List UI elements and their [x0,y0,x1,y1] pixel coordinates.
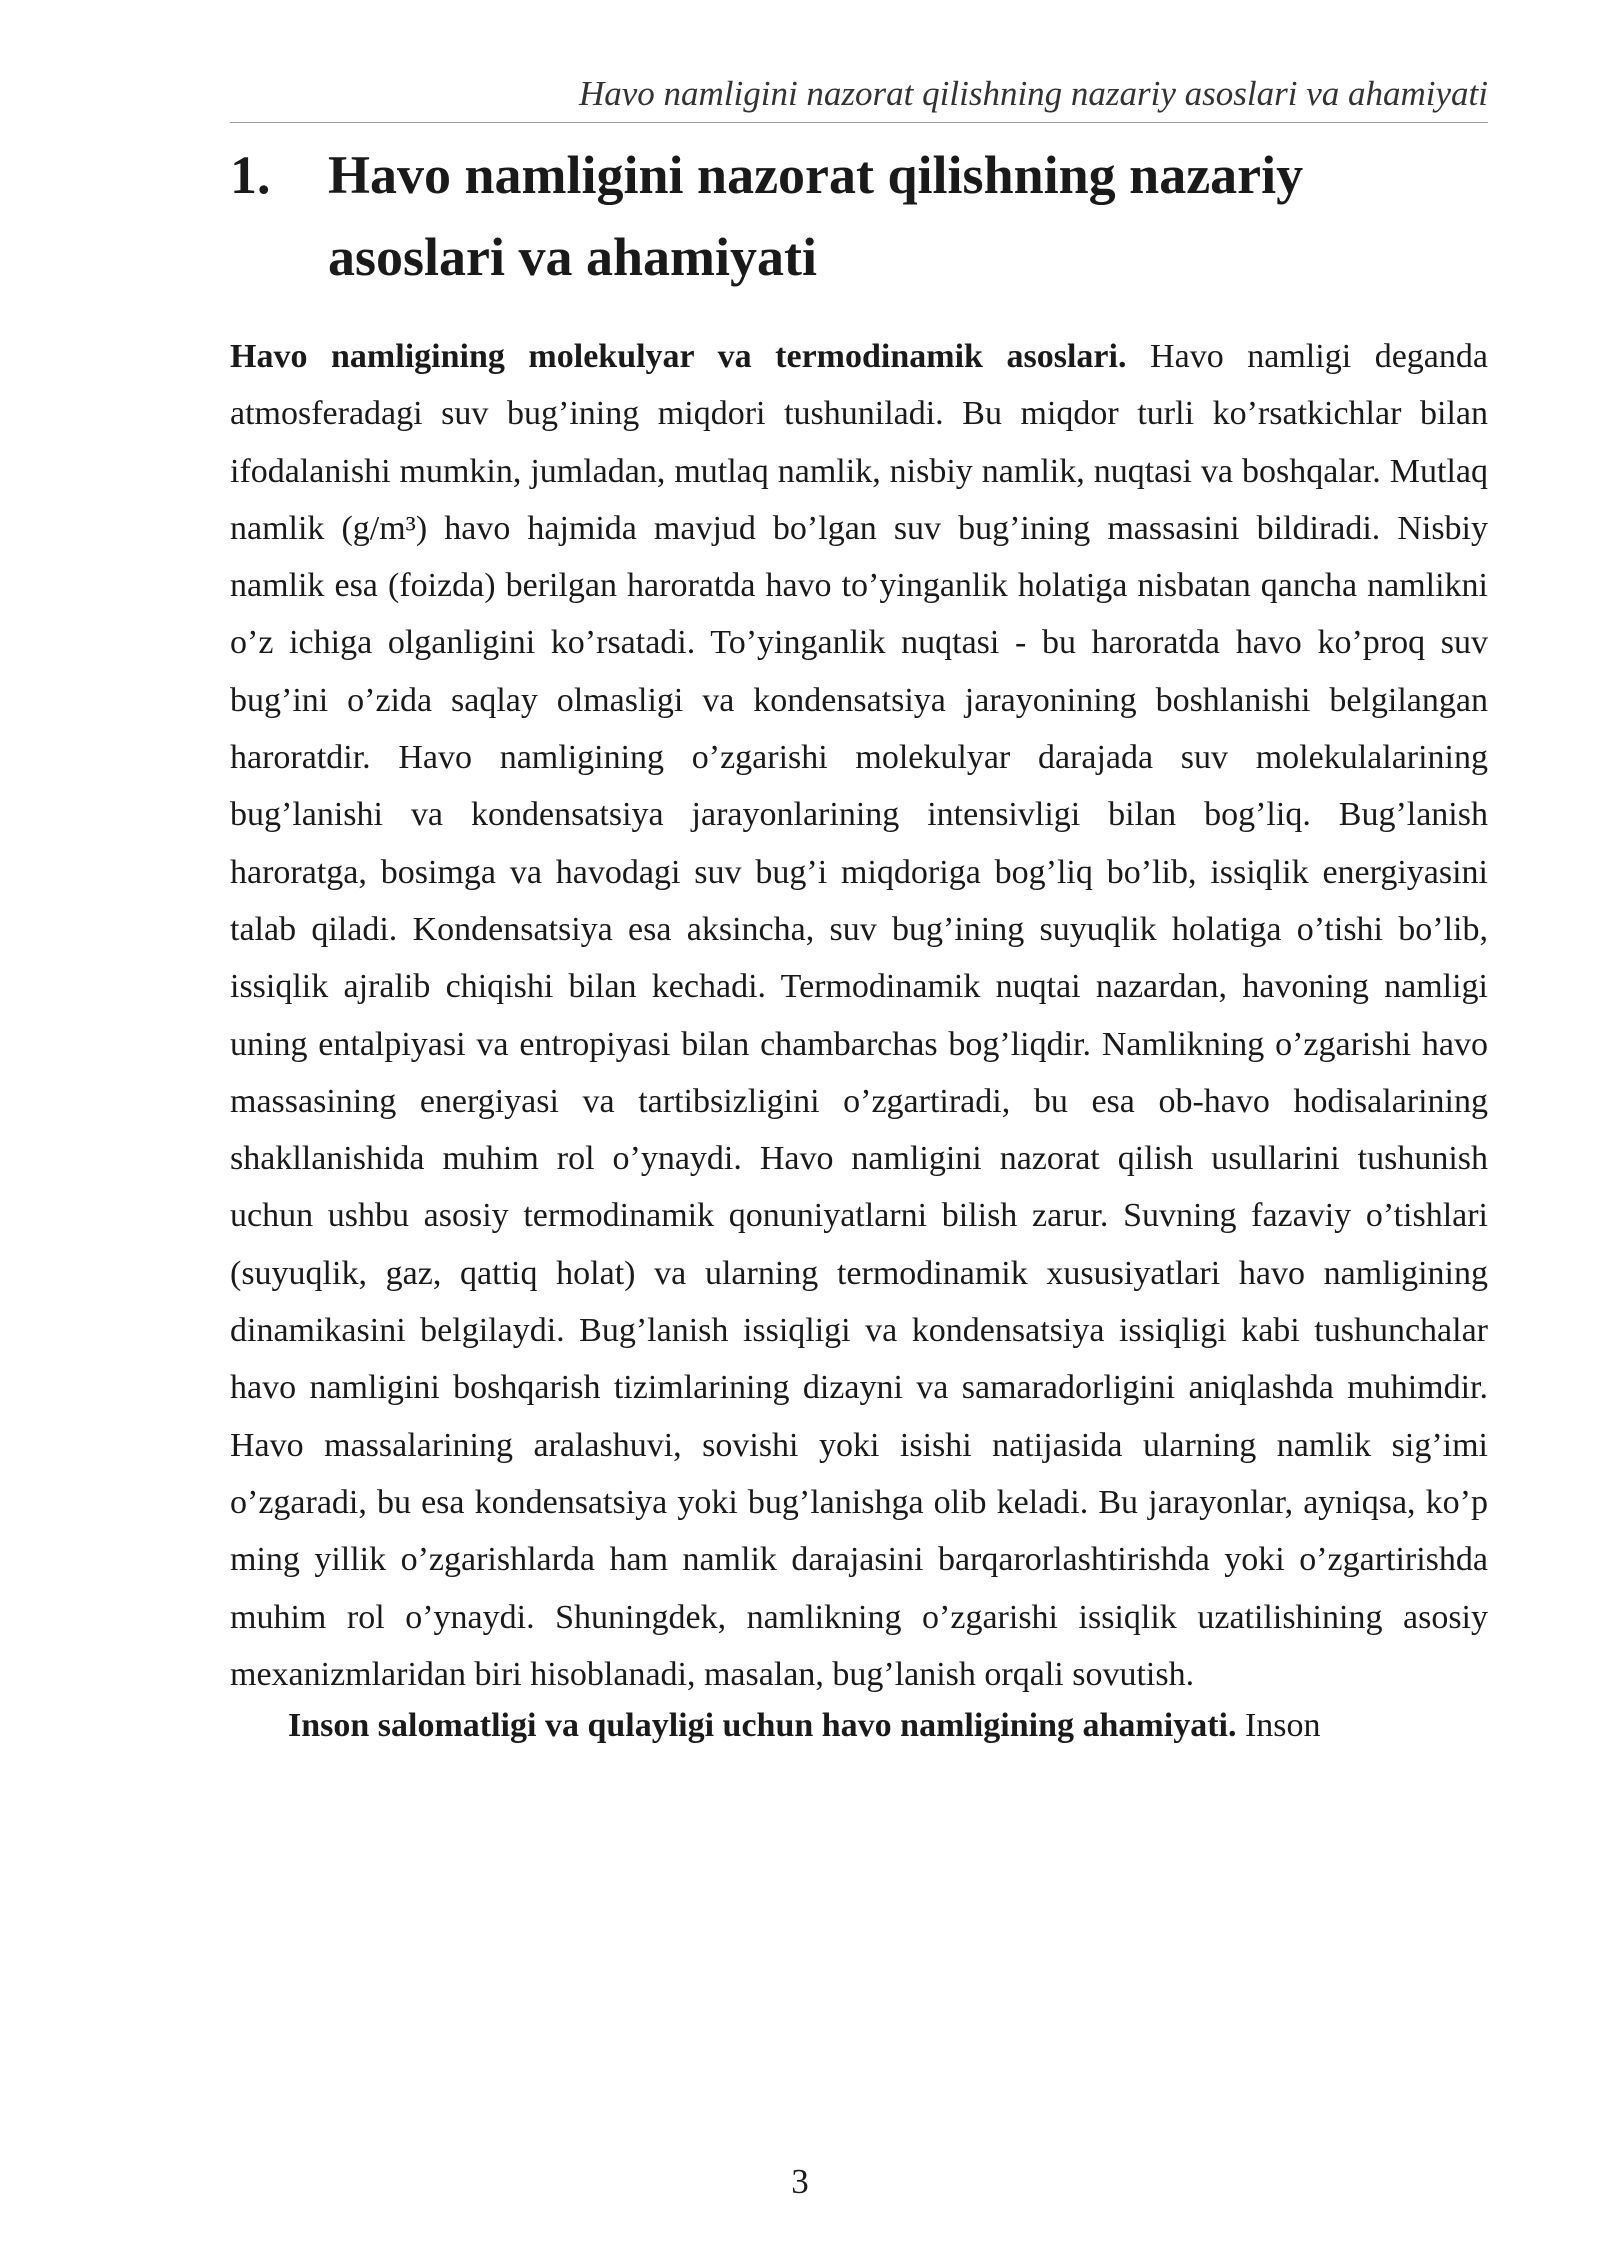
paragraph-health-importance [230,1697,1488,1754]
chapter-title: Havo namligini nazorat qilishning nazariy asoslari va ahamiyati [328,145,1304,287]
chapter-heading [230,134,1488,298]
body-text [230,328,1488,1754]
paragraph-body: Inson [1236,1707,1321,1745]
paragraph-body: Havo namligi deganda atmosferadagi suv bug’ining miqdori tushuniladi. Bu miqdor turli ko’rsatkichlar bilan ifodalanishi mumkin, jumladan, mutlaq namlik, nisbiy namlik, nuqtasi va boshqalar. Mutlaq namlik (g/m³) havo hajmida mavjud bo’lgan suv bug’ining massasini bildiradi. Nisbiy namlik esa (foizda) berilgan haroratda havo to’yinganlik holatiga nisbatan qancha namlikni o’z ichiga olganligini ko’rsatadi. To’yinganlik nuqtasi - bu haroratda havo ko’proq suv bug’ini o’zida saqlay olmasligi va kondensatsiya jarayonining boshlanishi belgilangan haroratdir. Havo namligining o’zgarishi molekulyar darajada suv molekulalarining bug’lanishi va kondensatsiya jarayonlarining intensivligi bilan bog’liq. Bug’lanish haroratga, bosimga va havodagi suv bug’i miqdoriga bog’liq bo’lib, issiqlik energiyasini talab qiladi. Kondensatsiya esa aksincha, suv bug’ining suyuqlik holatiga o’tishi bo’lib, issiqlik ajralib chiqishi bilan kechadi. Termodinamik nuqtai nazardan, havoning namligi uning entalpiyasi va entropiyasi bilan chambarchas bog’liqdir. Namlikning o’zgarishi havo massasining energiyasi va tartibsizligini o’zgartiradi, bu esa ob-havo hodisalarining shakllanishida muhim rol o’ynaydi. Havo namligini nazorat qilish usullarini tushunish uchun ushbu asosiy termodinamik qonuniyatlarni bilish zarur. Suvning fazaviy o’tishlari (suyuqlik, gaz, qattiq holat) va ularning termodinamik xususiyatlari havo namligining dinamikasini belgilaydi. Bug’lanish issiqligi va kondensatsiya issiqligi kabi tushunchalar havo namligini boshqarish tizimlarining dizayni va samaradorligini aniqlashda muhimdir. Havo massalarining aralashuvi, sovishi yoki isishi natijasida ularning namlik sig’imi o’zgaradi, bu esa kondensatsiya yoki bug’lanishga olib keladi. Bu jarayonlar, ayniqsa, ko’p ming yillik o’zgarishlarda ham namlik darajasini barqarorlashtirishda yoki o’zgartirishda muhim rol o’ynaydi. Shuningdek, namlikning o’zgarishi issiqlik uzatilishining asosiy mexanizmlaridan biri hisoblanadi, masalan, bug’lanish orqali sovutish. [230,338,1488,1693]
paragraph-lead-heading: Inson salomatligi va qulayligi uchun havo namligining ahamiyati. [288,1707,1237,1745]
paragraph-lead-heading: Havo namligining molekulyar va termodinamik asoslari. [230,338,1127,375]
header-divider [230,122,1488,123]
chapter-number: 1. [230,145,271,205]
paragraph-molecular-basis [230,328,1488,1703]
page-number: 3 [791,2162,809,2201]
running-header: Havo namligini nazorat qilishning nazariy asoslari va ahamiyati [578,74,1488,113]
